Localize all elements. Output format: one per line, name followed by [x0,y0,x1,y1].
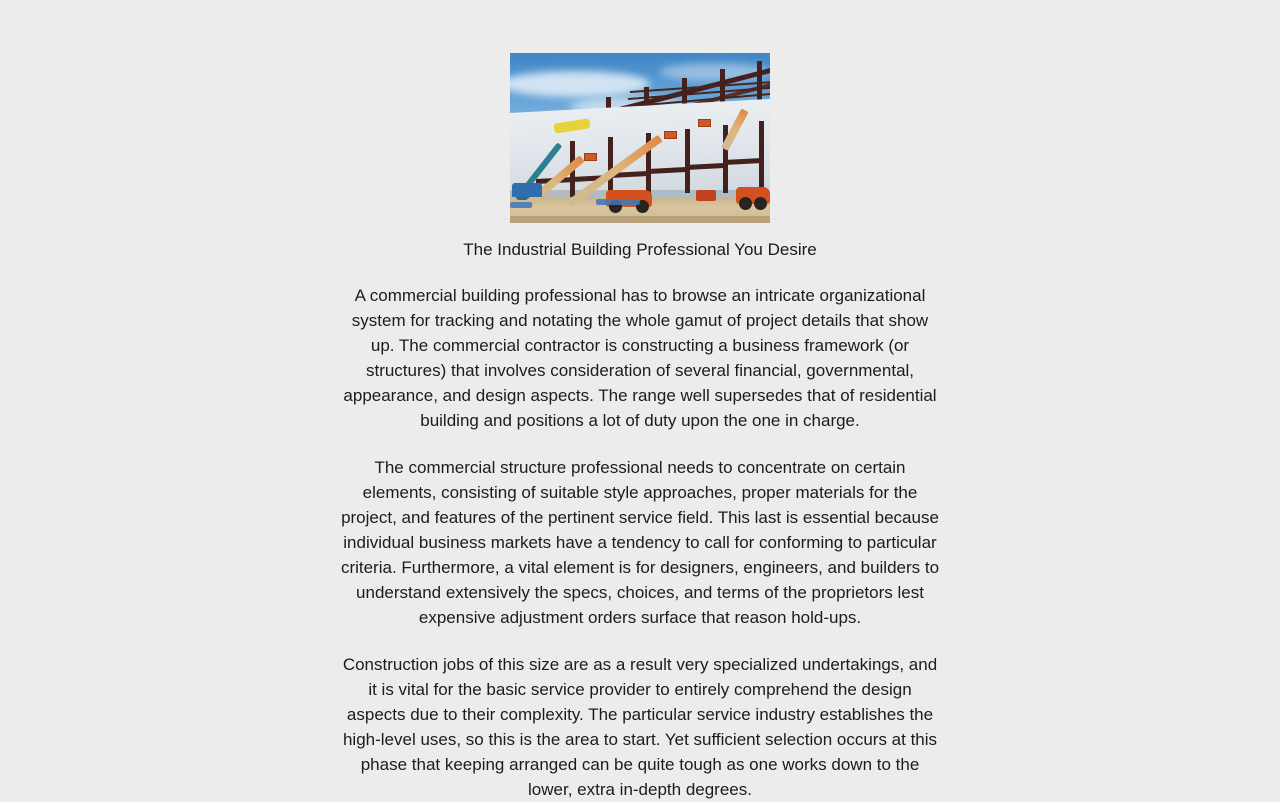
wall-girt [648,167,686,174]
blue-tarp [596,199,640,205]
blue-canopy [512,183,542,197]
hero-image [510,53,770,223]
steel-column [685,129,690,193]
equipment-cart [696,190,716,201]
construction-site-photo [510,53,770,223]
lift-basket [664,131,677,139]
paragraph: A commercial building professional has to browse an intricate organizational system for tracking and notating the whole gamut of project details that show up. The commercial contractor is constructing a business framework (or structures) that involves consideration of several financial, governmental, appearance, and design aspects. The range well supersedes that of residential building and positions a lot of duty upon the one in charge. [343,286,937,430]
page-title: The Industrial Building Professional You Desire [463,240,817,259]
wall-girt [686,163,724,170]
lift-basket [584,153,597,161]
boom-lift [736,187,770,204]
wall-girt [724,158,760,165]
lift-basket [698,119,711,127]
ground-shadow [510,216,770,223]
paragraph: The commercial structure professional needs to concentrate on certain elements, consisting of suitable style approaches, proper materials for the project, and features of the pertinent service field. This last is essential because individual business markets have a tendency to call for conforming to particular criteria. Furthermore, a vital element is for designers, engineers, and builders to understand extensively the specs, choices, and terms of the proprietors lest expensive adjustment orders surface that reason hold-ups. [340,458,940,627]
article-body [340,261,940,802]
blue-tarp [510,202,532,208]
paragraph: Construction jobs of this size are as a result very specialized undertakings, and it is vital for the basic service provider to entirely comprehend the design aspects due to their complexity. The particular service industry establishes the high-level uses, so this is the area to start. Yet sufficient selection occurs at this phase that keeping arranged can be quite tough as one works down to the lower, extra in-depth degrees. [342,655,938,799]
steel-column [759,121,764,193]
